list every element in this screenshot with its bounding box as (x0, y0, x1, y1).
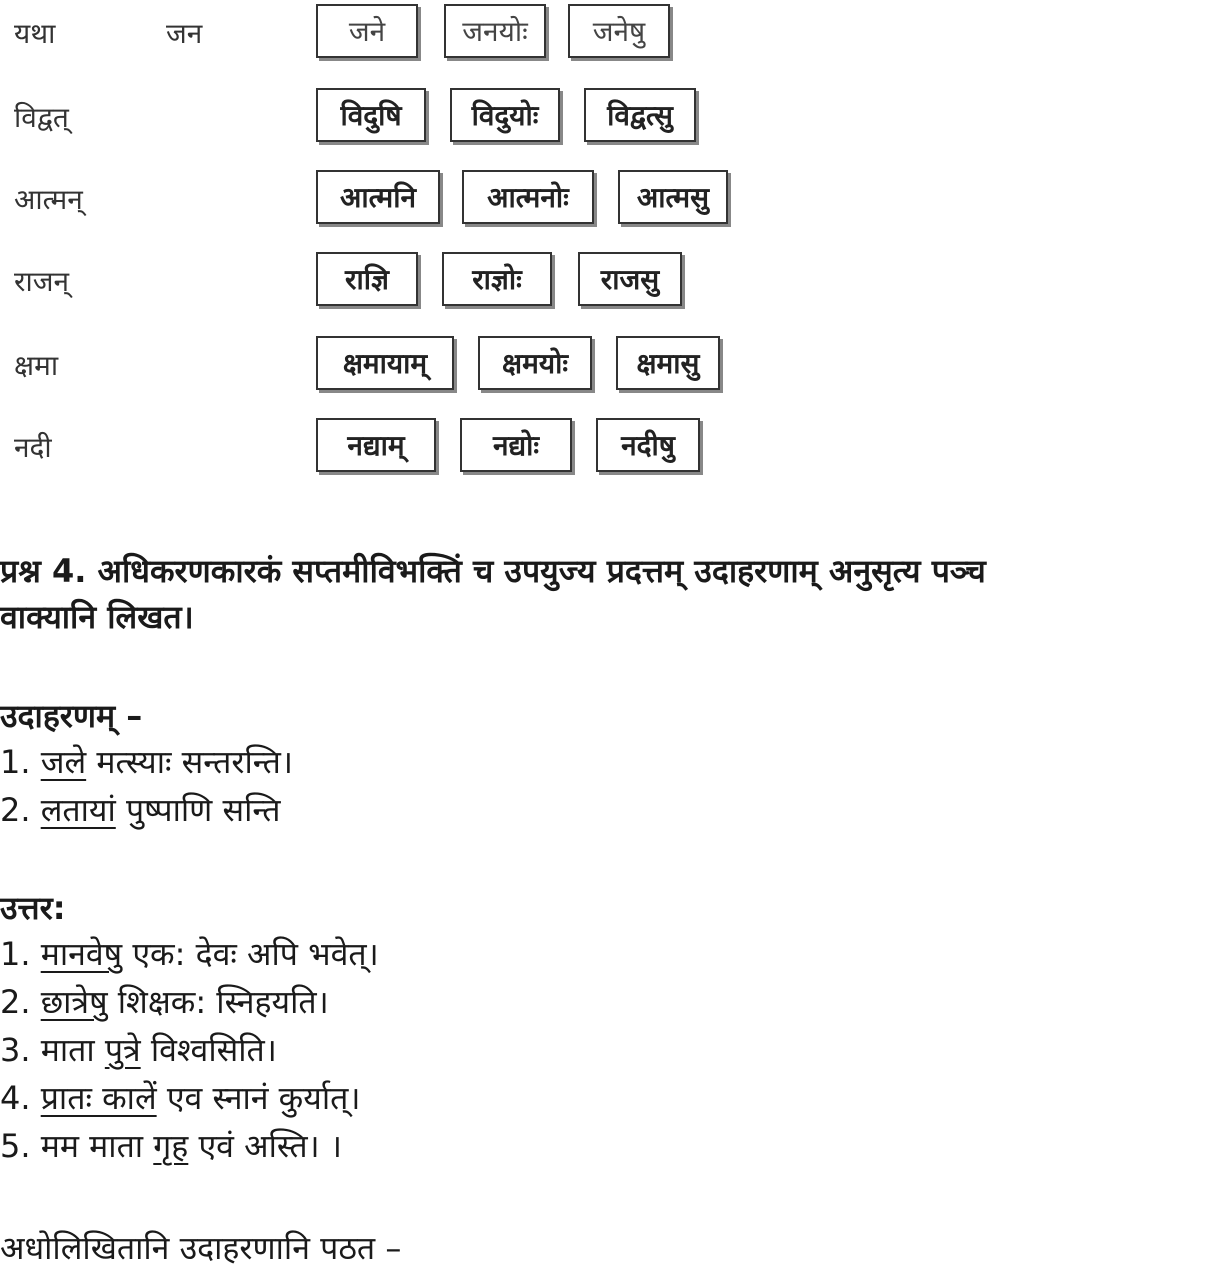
form-box: आत्मनोः (462, 170, 594, 224)
item-text: विश्वसिति। (140, 1031, 277, 1069)
item-number: 3. (0, 1031, 41, 1069)
form-box: क्षमयोः (478, 336, 592, 390)
item-number: 4. (0, 1079, 41, 1117)
form-box: क्षमायाम् (316, 336, 454, 390)
stem-word: विद्वत् (14, 101, 69, 134)
answer-item (0, 980, 329, 1023)
form-box: नद्याम् (316, 418, 436, 472)
form-box: जनयोः (444, 4, 546, 58)
question-line-2: वाक्यानि लिखत। (0, 598, 194, 636)
underlined-word: लतायां (40, 791, 116, 829)
table-row (0, 332, 760, 394)
answer-item (0, 1124, 342, 1167)
item-text: मम माता (40, 1127, 154, 1165)
declension-table (0, 0, 760, 490)
form-box: नद्योः (460, 418, 572, 472)
stem-word: आत्मन् (14, 183, 83, 216)
stem-word: नदी (14, 431, 52, 464)
form-box: विदुषि (316, 88, 426, 142)
stem-word: क्षमा (14, 349, 59, 382)
table-row (0, 414, 760, 476)
underlined-word: जले (40, 743, 87, 781)
underlined-word: मानवेषु (40, 935, 123, 973)
table-row (0, 0, 760, 62)
table-row (0, 248, 760, 310)
item-text: पुष्पाणि सन्ति (115, 791, 281, 829)
footer-instruction: अधोलिखितानि उदाहरणानि पठत – (0, 1229, 402, 1267)
form-box: जने (316, 4, 418, 58)
underlined-word: छात्रेषु (40, 983, 108, 1021)
underlined-word: प्रातः कालें (40, 1079, 157, 1117)
item-number: 5. (0, 1127, 41, 1165)
form-box: राज्ञोः (442, 252, 552, 306)
table-row (0, 84, 760, 146)
underlined-word: पुत्रे (104, 1031, 141, 1069)
form-box: जनेषु (568, 4, 670, 58)
item-text: एव स्नानं कुर्यात्। (156, 1079, 361, 1117)
answer-item (0, 1028, 277, 1071)
example-item (0, 788, 281, 831)
form-box: राज्ञि (316, 252, 418, 306)
answer-heading: उत्तर: (0, 889, 66, 927)
item-number: 1. (0, 935, 41, 973)
item-text: माता (40, 1031, 105, 1069)
stem-word: राजन् (14, 265, 70, 298)
table-row (0, 166, 760, 228)
item-text: मत्स्याः सन्तरन्ति। (86, 743, 293, 781)
form-box: क्षमासु (616, 336, 720, 390)
item-number: 2. (0, 791, 41, 829)
underlined-word: गृह (153, 1127, 189, 1165)
item-number: 2. (0, 983, 41, 1021)
form-box: आत्मनि (316, 170, 440, 224)
example-label: यथा (14, 17, 56, 50)
answer-item (0, 1076, 360, 1119)
form-box: विदुयोः (450, 88, 560, 142)
answer-item (0, 932, 379, 975)
item-text: एक: देवः अपि भवेत्। (122, 935, 379, 973)
question-text (0, 548, 1217, 640)
example-heading: उदाहरणम् – (0, 697, 143, 735)
form-box: नदीषु (596, 418, 700, 472)
item-number: 1. (0, 743, 41, 781)
question-line-1: प्रश्न 4. अधिकरणकारकं सप्तमीविभक्तिं च उपयुज्य प्रदत्तम् उदाहरणाम् अनुसृत्य पञ्च (0, 552, 986, 590)
form-box: राजसु (578, 252, 682, 306)
form-box: विद्वत्सु (584, 88, 696, 142)
example-item (0, 740, 293, 783)
form-box: आत्मसु (618, 170, 728, 224)
item-text: एवं अस्ति। । (188, 1127, 342, 1165)
item-text: शिक्षक: स्निहयति। (107, 983, 329, 1021)
example-stem: जन (166, 17, 203, 50)
